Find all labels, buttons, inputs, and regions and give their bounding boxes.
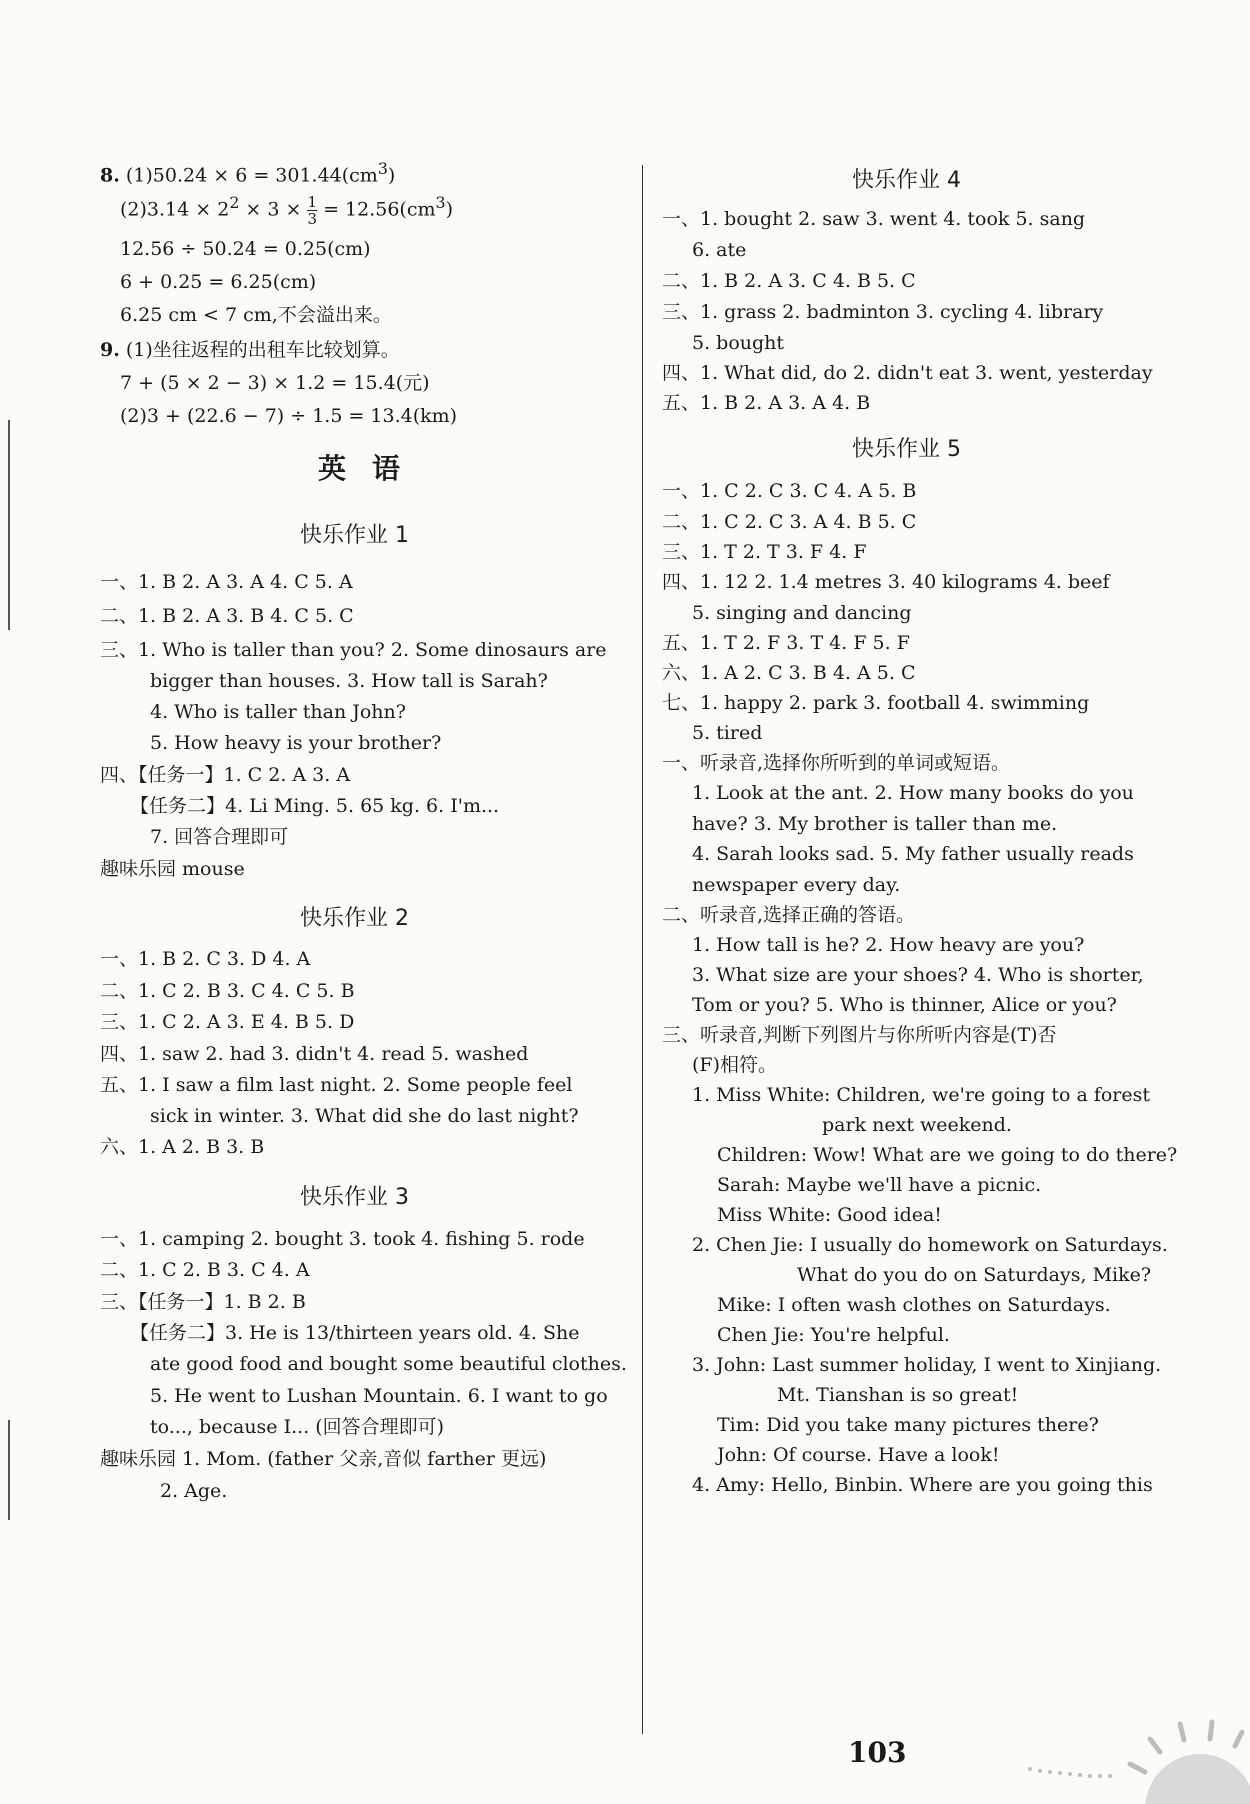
answer-line: 5. singing and dancing bbox=[692, 602, 912, 624]
math-line: 6 + 0.25 = 6.25(cm) bbox=[120, 271, 317, 293]
answer-line: park next weekend. bbox=[822, 1114, 1012, 1136]
answer-line: have? 3. My brother is taller than me. bbox=[692, 813, 1058, 835]
answer-line: Mike: I often wash clothes on Saturdays. bbox=[717, 1294, 1111, 1316]
answer-line: 三、1. C 2. A 3. E 4. B 5. D bbox=[100, 1011, 355, 1033]
math-line: 7 + (5 × 2 − 3) × 1.2 = 15.4(元) bbox=[120, 372, 430, 394]
answer-line: 三、1. T 2. T 3. F 4. F bbox=[662, 541, 867, 563]
answer-line: What do you do on Saturdays, Mike? bbox=[797, 1264, 1152, 1286]
scan-edge-mark bbox=[8, 1420, 10, 1520]
answer-line: Miss White: Good idea! bbox=[717, 1204, 942, 1226]
answer-line: Tom or you? 5. Who is thinner, Alice or you? bbox=[692, 994, 1117, 1016]
answer-line: 五、1. T 2. F 3. T 4. F 5. F bbox=[662, 632, 910, 654]
left-column bbox=[100, 155, 630, 1744]
math-line: 8. $(1)50.24 \times 6 = 301.44(cm^3)$ bbox=[100, 159, 396, 187]
answer-line: Children: Wow! What are we going to do there? bbox=[717, 1144, 1178, 1166]
subject-title: 英语 bbox=[318, 452, 427, 485]
answer-line: 1. How tall is he? 2. How heavy are you? bbox=[692, 934, 1085, 956]
answer-line: 5. bought bbox=[692, 332, 785, 354]
answer-line: 七、1. happy 2. park 3. football 4. swimming bbox=[662, 692, 1090, 714]
answer-line: 四、1. 12 2. 1.4 metres 3. 40 kilograms 4. beef bbox=[662, 571, 1110, 593]
answer-line: 四、1. saw 2. had 3. didn't 4. read 5. washed bbox=[100, 1043, 529, 1065]
answer-line: newspaper every day. bbox=[692, 874, 901, 896]
section-title: 快乐作业 2 bbox=[300, 906, 409, 931]
answer-line: 5. tired bbox=[692, 722, 763, 744]
answer-line: 四、1. What did, do 2. didn't eat 3. went, yesterday bbox=[662, 362, 1153, 384]
answer-line: 三、【任务一】1. B 2. B bbox=[100, 1291, 306, 1313]
section-title: 快乐作业 5 bbox=[852, 437, 961, 462]
answer-line: 六、1. A 2. B 3. B bbox=[100, 1136, 265, 1158]
answer-line: 六、1. A 2. C 3. B 4. A 5. C bbox=[662, 662, 916, 684]
answer-line: 五、1. B 2. A 3. A 4. B bbox=[662, 392, 871, 414]
answer-line: Sarah: Maybe we'll have a picnic. bbox=[717, 1174, 1042, 1196]
answer-line: 1. Look at the ant. 2. How many books do you bbox=[692, 782, 1134, 804]
answer-line: 7. 回答合理即可 bbox=[150, 826, 289, 848]
math-line: (2)3 + (22.6 − 7) ÷ 1.5 = 13.4(km) bbox=[120, 405, 458, 427]
answer-line: 一、1. B 2. A 3. A 4. C 5. A bbox=[100, 571, 353, 593]
section-title: 快乐作业 1 bbox=[300, 523, 409, 548]
answer-line: 1. Miss White: Children, we're going to a forest bbox=[692, 1084, 1151, 1106]
answer-line: John: Of course. Have a look! bbox=[717, 1444, 1000, 1466]
answer-line: 4. Amy: Hello, Binbin. Where are you going this bbox=[692, 1474, 1153, 1496]
answer-line: 趣味乐园 mouse bbox=[100, 858, 245, 880]
answer-line: 四、【任务一】1. C 2. A 3. A bbox=[100, 764, 351, 786]
answer-line: 一、1. camping 2. bought 3. took 4. fishing 5. rode bbox=[100, 1228, 585, 1250]
answer-line: 3. John: Last summer holiday, I went to Xinjiang. bbox=[692, 1354, 1162, 1376]
answer-line: 五、1. I saw a film last night. 2. Some people feel bbox=[100, 1074, 573, 1096]
answer-line: 二、1. C 2. B 3. C 4. C 5. B bbox=[100, 980, 355, 1002]
answer-line: 二、1. B 2. A 3. C 4. B 5. C bbox=[662, 270, 916, 292]
page-number: 103 bbox=[848, 1736, 907, 1769]
answer-line: 一、1. bought 2. saw 3. went 4. took 5. sang bbox=[662, 208, 1086, 230]
sun-decoration bbox=[1000, 1694, 1250, 1804]
answer-line: Tim: Did you take many pictures there? bbox=[717, 1414, 1099, 1436]
answer-line: Chen Jie: You're helpful. bbox=[717, 1324, 950, 1346]
column-divider bbox=[642, 165, 643, 1734]
answer-line: 三、1. grass 2. badminton 3. cycling 4. library bbox=[662, 301, 1104, 323]
answer-line: Mt. Tianshan is so great! bbox=[777, 1384, 1019, 1406]
answer-line: 二、1. B 2. A 3. B 4. C 5. C bbox=[100, 605, 354, 627]
answer-line: 2. Chen Jie: I usually do homework on Saturdays. bbox=[692, 1234, 1168, 1256]
answer-line: 3. What size are your shoes? 4. Who is shorter, bbox=[692, 964, 1144, 986]
answer-line: sick in winter. 3. What did she do last night? bbox=[150, 1105, 579, 1127]
answer-line: 5. How heavy is your brother? bbox=[150, 732, 442, 754]
math-line: 9. (1)坐往返程的出租车比较划算。 bbox=[100, 339, 400, 361]
answer-line: 5. He went to Lushan Mountain. 6. I want to go bbox=[150, 1385, 608, 1407]
section-title: 快乐作业 3 bbox=[300, 1185, 409, 1210]
answer-line: 二、1. C 2. B 3. C 4. A bbox=[100, 1259, 310, 1281]
answer-line: 2. Age. bbox=[160, 1480, 228, 1502]
answer-line: ate good food and bought some beautiful clothes. bbox=[150, 1353, 627, 1375]
math-line: 6.25 cm < 7 cm,不会溢出来。 bbox=[120, 304, 392, 326]
math-line: $(2)3.14 \times 2^2 \times 3$ × $\frac{1}{3}$ = $12.56(cm^3)$ bbox=[120, 192, 453, 228]
right-column bbox=[662, 155, 1192, 1744]
math-line: 12.56 ÷ 50.24 = 0.25(cm) bbox=[120, 238, 371, 260]
answer-line: 三、1. Who is taller than you? 2. Some dinosaurs are bbox=[100, 639, 607, 661]
answer-line: 6. ate bbox=[692, 239, 747, 261]
answer-line: 二、听录音,选择正确的答语。 bbox=[662, 904, 916, 926]
scan-edge-mark bbox=[8, 420, 10, 630]
answer-line: 4. Who is taller than John? bbox=[150, 701, 406, 723]
answer-line: 趣味乐园 1. Mom. (father 父亲,音似 farther 更远) bbox=[100, 1448, 547, 1470]
section-title: 快乐作业 4 bbox=[852, 168, 961, 193]
answer-line: 【任务二】3. He is 13/thirteen years old. 4. She bbox=[130, 1322, 580, 1344]
answer-line: 一、听录音,选择你所听到的单词或短语。 bbox=[662, 752, 1011, 774]
answer-line: 一、1. B 2. C 3. D 4. A bbox=[100, 948, 311, 970]
answer-line: 三、听录音,判断下列图片与你所听内容是(T)否 bbox=[662, 1024, 1057, 1046]
answer-line: 二、1. C 2. C 3. A 4. B 5. C bbox=[662, 511, 917, 533]
answer-line: 4. Sarah looks sad. 5. My father usually reads bbox=[692, 843, 1134, 865]
answer-line: bigger than houses. 3. How tall is Sarah? bbox=[150, 670, 548, 692]
answer-line: (F)相符。 bbox=[692, 1054, 778, 1076]
answer-line: 【任务二】4. Li Ming. 5. 65 kg. 6. I'm... bbox=[130, 795, 500, 817]
answer-line: to..., because I... (回答合理即可) bbox=[150, 1416, 445, 1438]
answer-line: 一、1. C 2. C 3. C 4. A 5. B bbox=[662, 480, 917, 502]
